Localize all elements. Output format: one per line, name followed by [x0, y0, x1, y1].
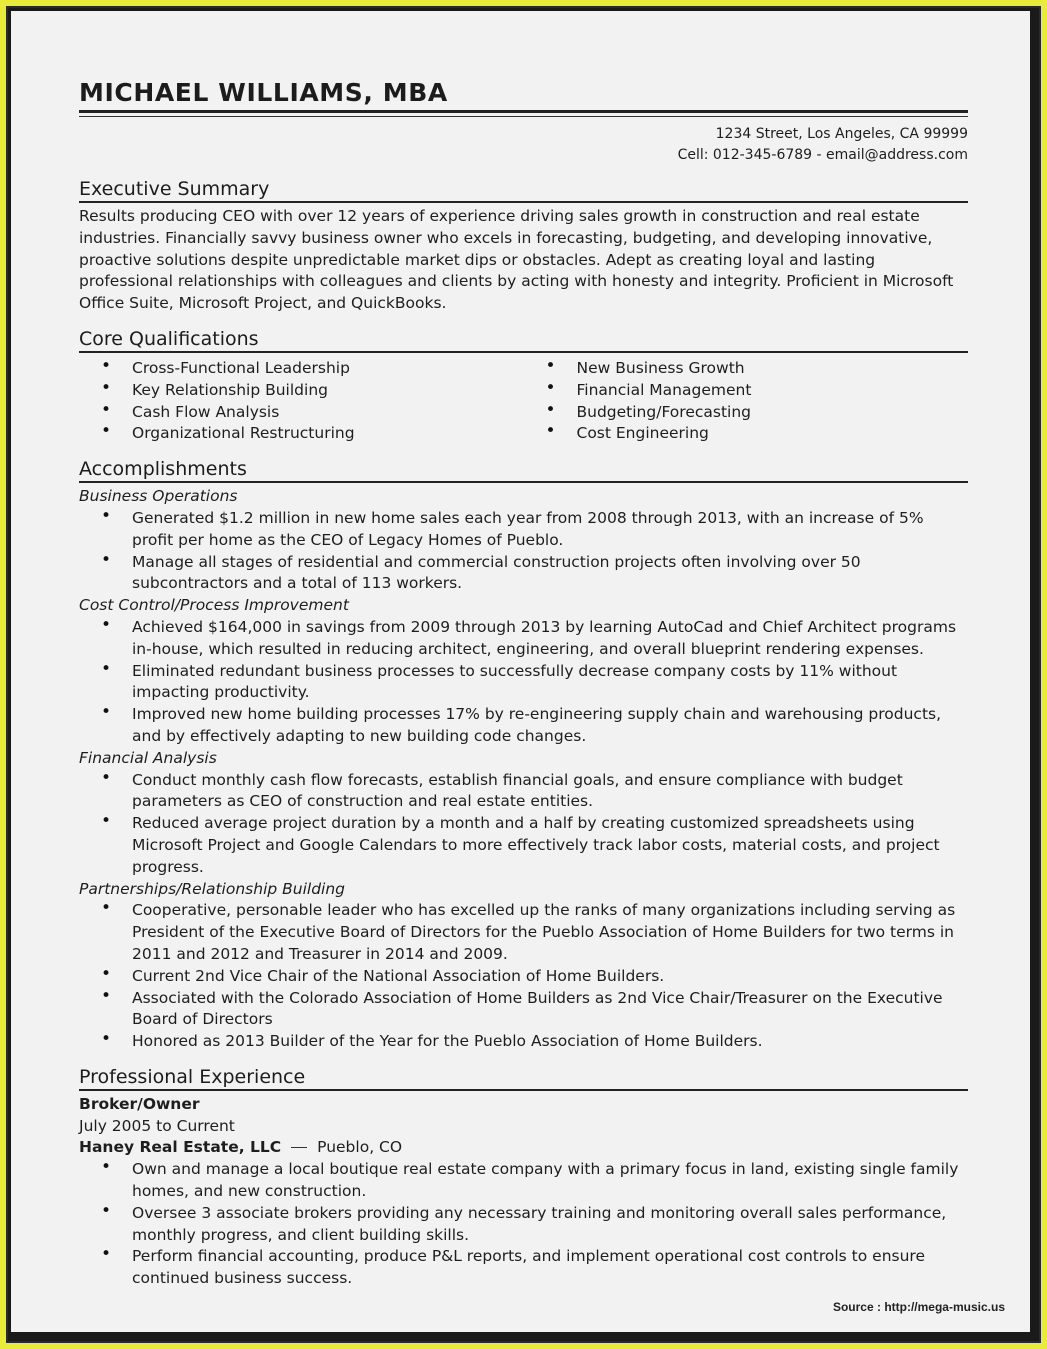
accomplishment-item: • Improved new home building processes 17% by re-engineering supply chain and warehousing products, and by effectively adapting to new building code changes. — [79, 704, 968, 748]
accomplishment-group-title: Financial Analysis — [79, 748, 217, 767]
accomplishment-item: • Current 2nd Vice Chair of the National Association of Home Builders. — [79, 966, 968, 988]
job-duty-item: • Own and manage a local boutique real estate company with a primary focus in land, existing single family homes, and new construction. — [79, 1159, 968, 1203]
job-company-line — [79, 1137, 968, 1159]
job-title: Broker/Owner — [79, 1094, 200, 1113]
accomplishment-item: • Cooperative, personable leader who has excelled up the ranks of many organizations including serving as President of the Executive Board of Directors for the Pueblo Association of Home Builders for two terms in 2011 and 2012 and Treasurer in 2014 and 2009. — [79, 900, 968, 965]
header-rule — [79, 110, 968, 113]
qualification-item: • Financial Management — [524, 380, 969, 402]
qualification-item: • Budgeting/Forecasting — [524, 402, 969, 424]
job-duties-list — [79, 1159, 968, 1290]
accomplishment-item: • Reduced average project duration by a month and a half by creating customized spreadsheets using Microsoft Project and Google Calendars to more effectively track labor costs, material costs, and project progress. — [79, 813, 968, 878]
job-company: Haney Real Estate, LLC — [79, 1138, 282, 1157]
job-duty-item: • Perform financial accounting, produce P&L reports, and implement operational cost controls to ensure continued business success. — [79, 1246, 968, 1290]
qualification-item: • Cross-Functional Leadership — [79, 358, 524, 380]
resume — [79, 78, 968, 1290]
executive-summary-section — [79, 177, 968, 315]
professional-experience-heading: Professional Experience — [79, 1065, 968, 1091]
accomplishments-body — [79, 486, 968, 1053]
accomplishment-group-title: Cost Control/Process Improvement — [79, 596, 349, 615]
qualification-item: • New Business Growth — [524, 358, 969, 380]
accomplishments-section — [79, 457, 968, 1053]
professional-experience-section — [79, 1065, 968, 1290]
qualification-item: • Cost Engineering — [524, 423, 969, 445]
qualifications-grid — [79, 358, 968, 445]
candidate-name: MICHAEL WILLIAMS, MBA — [79, 78, 448, 107]
contact-line: Cell: 012-345-6789 - email@address.com — [677, 147, 968, 163]
accomplishment-item: • Conduct monthly cash flow forecasts, establish financial goals, and ensure compliance with budget parameters as CEO of construction and real estate entities. — [79, 770, 968, 814]
job-duty-item: • Oversee 3 associate brokers providing any necessary training and monitoring overall sales performance, monthly progress, and client building skills. — [79, 1203, 968, 1247]
accomplishment-list — [79, 770, 968, 879]
contact-block — [79, 124, 968, 166]
job-dates: July 2005 to Current — [79, 1116, 235, 1135]
qualifications-right-list — [524, 358, 969, 445]
accomplishment-item: • Honored as 2013 Builder of the Year for the Pueblo Association of Home Builders. — [79, 1031, 968, 1053]
source-caption: Source : http://mega-music.us — [832, 1300, 1005, 1314]
core-qualifications-heading: Core Qualifications — [79, 327, 968, 353]
qualification-item: • Organizational Restructuring — [79, 423, 524, 445]
accomplishment-item: • Eliminated redundant business processes to successfully decrease company costs by 11% without impacting productivity. — [79, 661, 968, 705]
qualification-item: • Key Relationship Building — [79, 380, 524, 402]
executive-summary-heading: Executive Summary — [79, 177, 968, 203]
accomplishment-item: • Achieved $164,000 in savings from 2009 through 2013 by learning AutoCad and Chief Architect programs in-house, which resulted in reducing architect, engineering, and overall blueprint rendering expenses. — [79, 617, 968, 661]
separator-dash — [291, 1147, 307, 1148]
qualifications-left-list — [79, 358, 524, 445]
accomplishment-item: • Manage all stages of residential and commercial construction projects often involving over 50 subcontractors and a total of 113 workers. — [79, 552, 968, 596]
accomplishment-list — [79, 508, 968, 595]
accomplishment-list — [79, 617, 968, 748]
address-line: 1234 Street, Los Angeles, CA 99999 — [715, 126, 968, 142]
accomplishment-item: • Generated $1.2 million in new home sales each year from 2008 through 2013, with an increase of 5% profit per home as the CEO of Legacy Homes of Pueblo. — [79, 508, 968, 552]
accomplishment-group-title: Partnerships/Relationship Building — [79, 879, 346, 898]
accomplishment-group-title: Business Operations — [79, 487, 238, 506]
accomplishment-item: • Associated with the Colorado Association of Home Builders as 2nd Vice Chair/Treasurer on the Executive Board of Directors — [79, 988, 968, 1032]
job-entry — [79, 1094, 968, 1290]
accomplishment-list — [79, 900, 968, 1053]
executive-summary-text: Results producing CEO with over 12 years of experience driving sales growth in construction and real estate industries. Financially savvy business owner who excels in forecasting, budgeting, and developing innovative, proactive solutions despite unpredictable market dips or obstacles. Adept as creating loyal and lasting professional relationships with colleagues and clients by acting with honesty and integrity. Proficient in Microsoft Office Suite, Microsoft Project, and QuickBooks. — [79, 207, 954, 313]
qualification-item: • Cash Flow Analysis — [79, 402, 524, 424]
job-location: Pueblo, CO — [317, 1138, 403, 1157]
accomplishments-heading: Accomplishments — [79, 457, 968, 483]
core-qualifications-section — [79, 327, 968, 445]
